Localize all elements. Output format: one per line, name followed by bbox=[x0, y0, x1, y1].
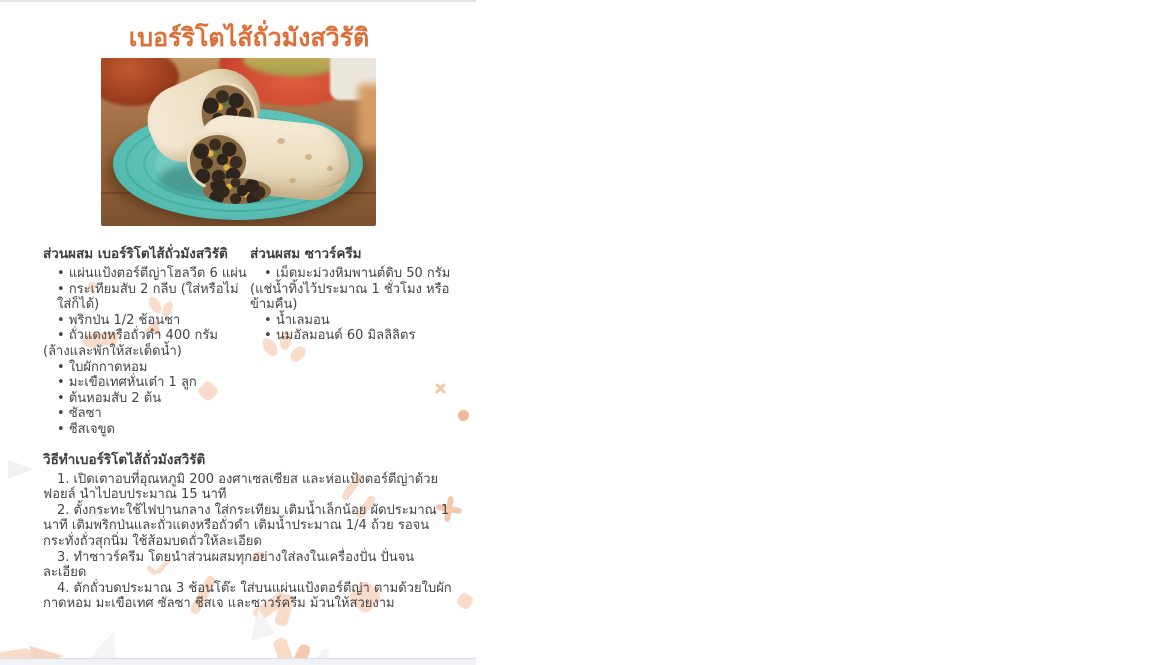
photo-grill-spot bbox=[305, 154, 312, 160]
ingredient-item: • กระเทียมสับ 2 กลีบ (ใส่หรือไม่ใส่ก็ได้) bbox=[43, 282, 250, 313]
method-title: วิธีทำเบอร์ริโตไส้ถั่วมังสวิรัติ bbox=[43, 451, 206, 468]
ingredients-main-title: ส่วนผสม เบอร์ริโตไส้ถั่วมังสวิรัติ bbox=[43, 246, 228, 262]
ingredients-sourcream-section bbox=[250, 246, 455, 438]
method-section bbox=[43, 452, 456, 612]
ingredient-item: • ถั่วแดงหรือถั่วดำ 400 กรัม bbox=[43, 328, 250, 344]
photo-grill-spot bbox=[327, 166, 333, 171]
method-step: 1. เปิดเตาอบที่อุณหภูมิ 200 องศาเซลเซียส และห่อแป้งตอร์ตีญ่าด้วยฟอยล์ นำไปอบประมาณ 15 นาที bbox=[43, 471, 439, 503]
ingredients-main-section bbox=[43, 246, 250, 438]
method-step: 3. ทำซาวร์ครีม โดยนำส่วนผสมทุกอย่างใส่ลงในเครื่องปั่น ปั่นจนละเอียด bbox=[43, 549, 415, 581]
ingredient-item: • มะเขือเทศหั่นเต๋า 1 ลูก bbox=[43, 375, 250, 391]
ingredient-item: • ซัลซา bbox=[43, 406, 250, 422]
ingredient-item: • ชีสเจขูด bbox=[43, 422, 250, 438]
photo-background-item bbox=[358, 84, 376, 148]
ingredient-note: (ล้างและพักให้สะเด็ดน้ำ) bbox=[43, 343, 182, 359]
recipe-page bbox=[0, 0, 476, 665]
horizontal-scrollbar[interactable] bbox=[0, 658, 476, 665]
method-step: 4. ตักถั่วบดประมาณ 3 ช้อนโต๊ะ ใส่บนแผ่นแป้งตอร์ตีญ่า ตามด้วยใบผักกาดหอม มะเขือเทศ ซัลซา ชีสเจ และซาวร์ครีม ม้วนให้สวยงาม bbox=[43, 580, 452, 612]
ingredient-note: (แช่น้ำทิ้งไว้ประมาณ 1 ชั่วโมง หรือข้ามคืน) bbox=[250, 281, 450, 313]
ingredient-item: • เม็ดมะม่วงหิมพานต์ดิบ 50 กรัม bbox=[250, 266, 455, 282]
photo-grill-spot bbox=[289, 178, 296, 183]
photo-bean-spill bbox=[203, 178, 271, 204]
ingredient-item: • นมอัลมอนด์ 60 มิลลิลิตร bbox=[250, 328, 455, 344]
ingredient-item: • แผ่นแป้งตอร์ตีญ่าโฮลวีต 6 แผ่น bbox=[43, 266, 250, 282]
method-step: 2. ตั้งกระทะใช้ไฟปานกลาง ใส่กระเทียม เติมน้ำเล็กน้อย ผัดประมาณ 1 นาที เติมพริกป่นและถั่วแดงหรือถั่วดำ เติมน้ำประมาณ 1/4 ถ้วย รอจนกระทั่งถั่วสุกนิ่ม ใช้ส้อมบดถั่วให้ละเอียด bbox=[43, 502, 450, 549]
ingredient-item: • ใบผักกาดหอม bbox=[43, 360, 250, 376]
ingredients-sourcream-title: ส่วนผสม ซาวร์ครีม bbox=[250, 246, 362, 262]
decorative-shape bbox=[90, 628, 121, 662]
recipe-photo bbox=[101, 58, 376, 226]
ingredient-item: • พริกป่น 1/2 ช้อนชา bbox=[43, 313, 250, 329]
page-title: เบอร์ริโตไส้ถั่วมังสวิรัติ bbox=[128, 23, 370, 52]
photo-grill-spot bbox=[277, 138, 285, 144]
ingredient-item: • ต้นหอมสับ 2 ต้น bbox=[43, 391, 250, 407]
ingredient-item: • น้ำเลมอน bbox=[250, 313, 455, 329]
